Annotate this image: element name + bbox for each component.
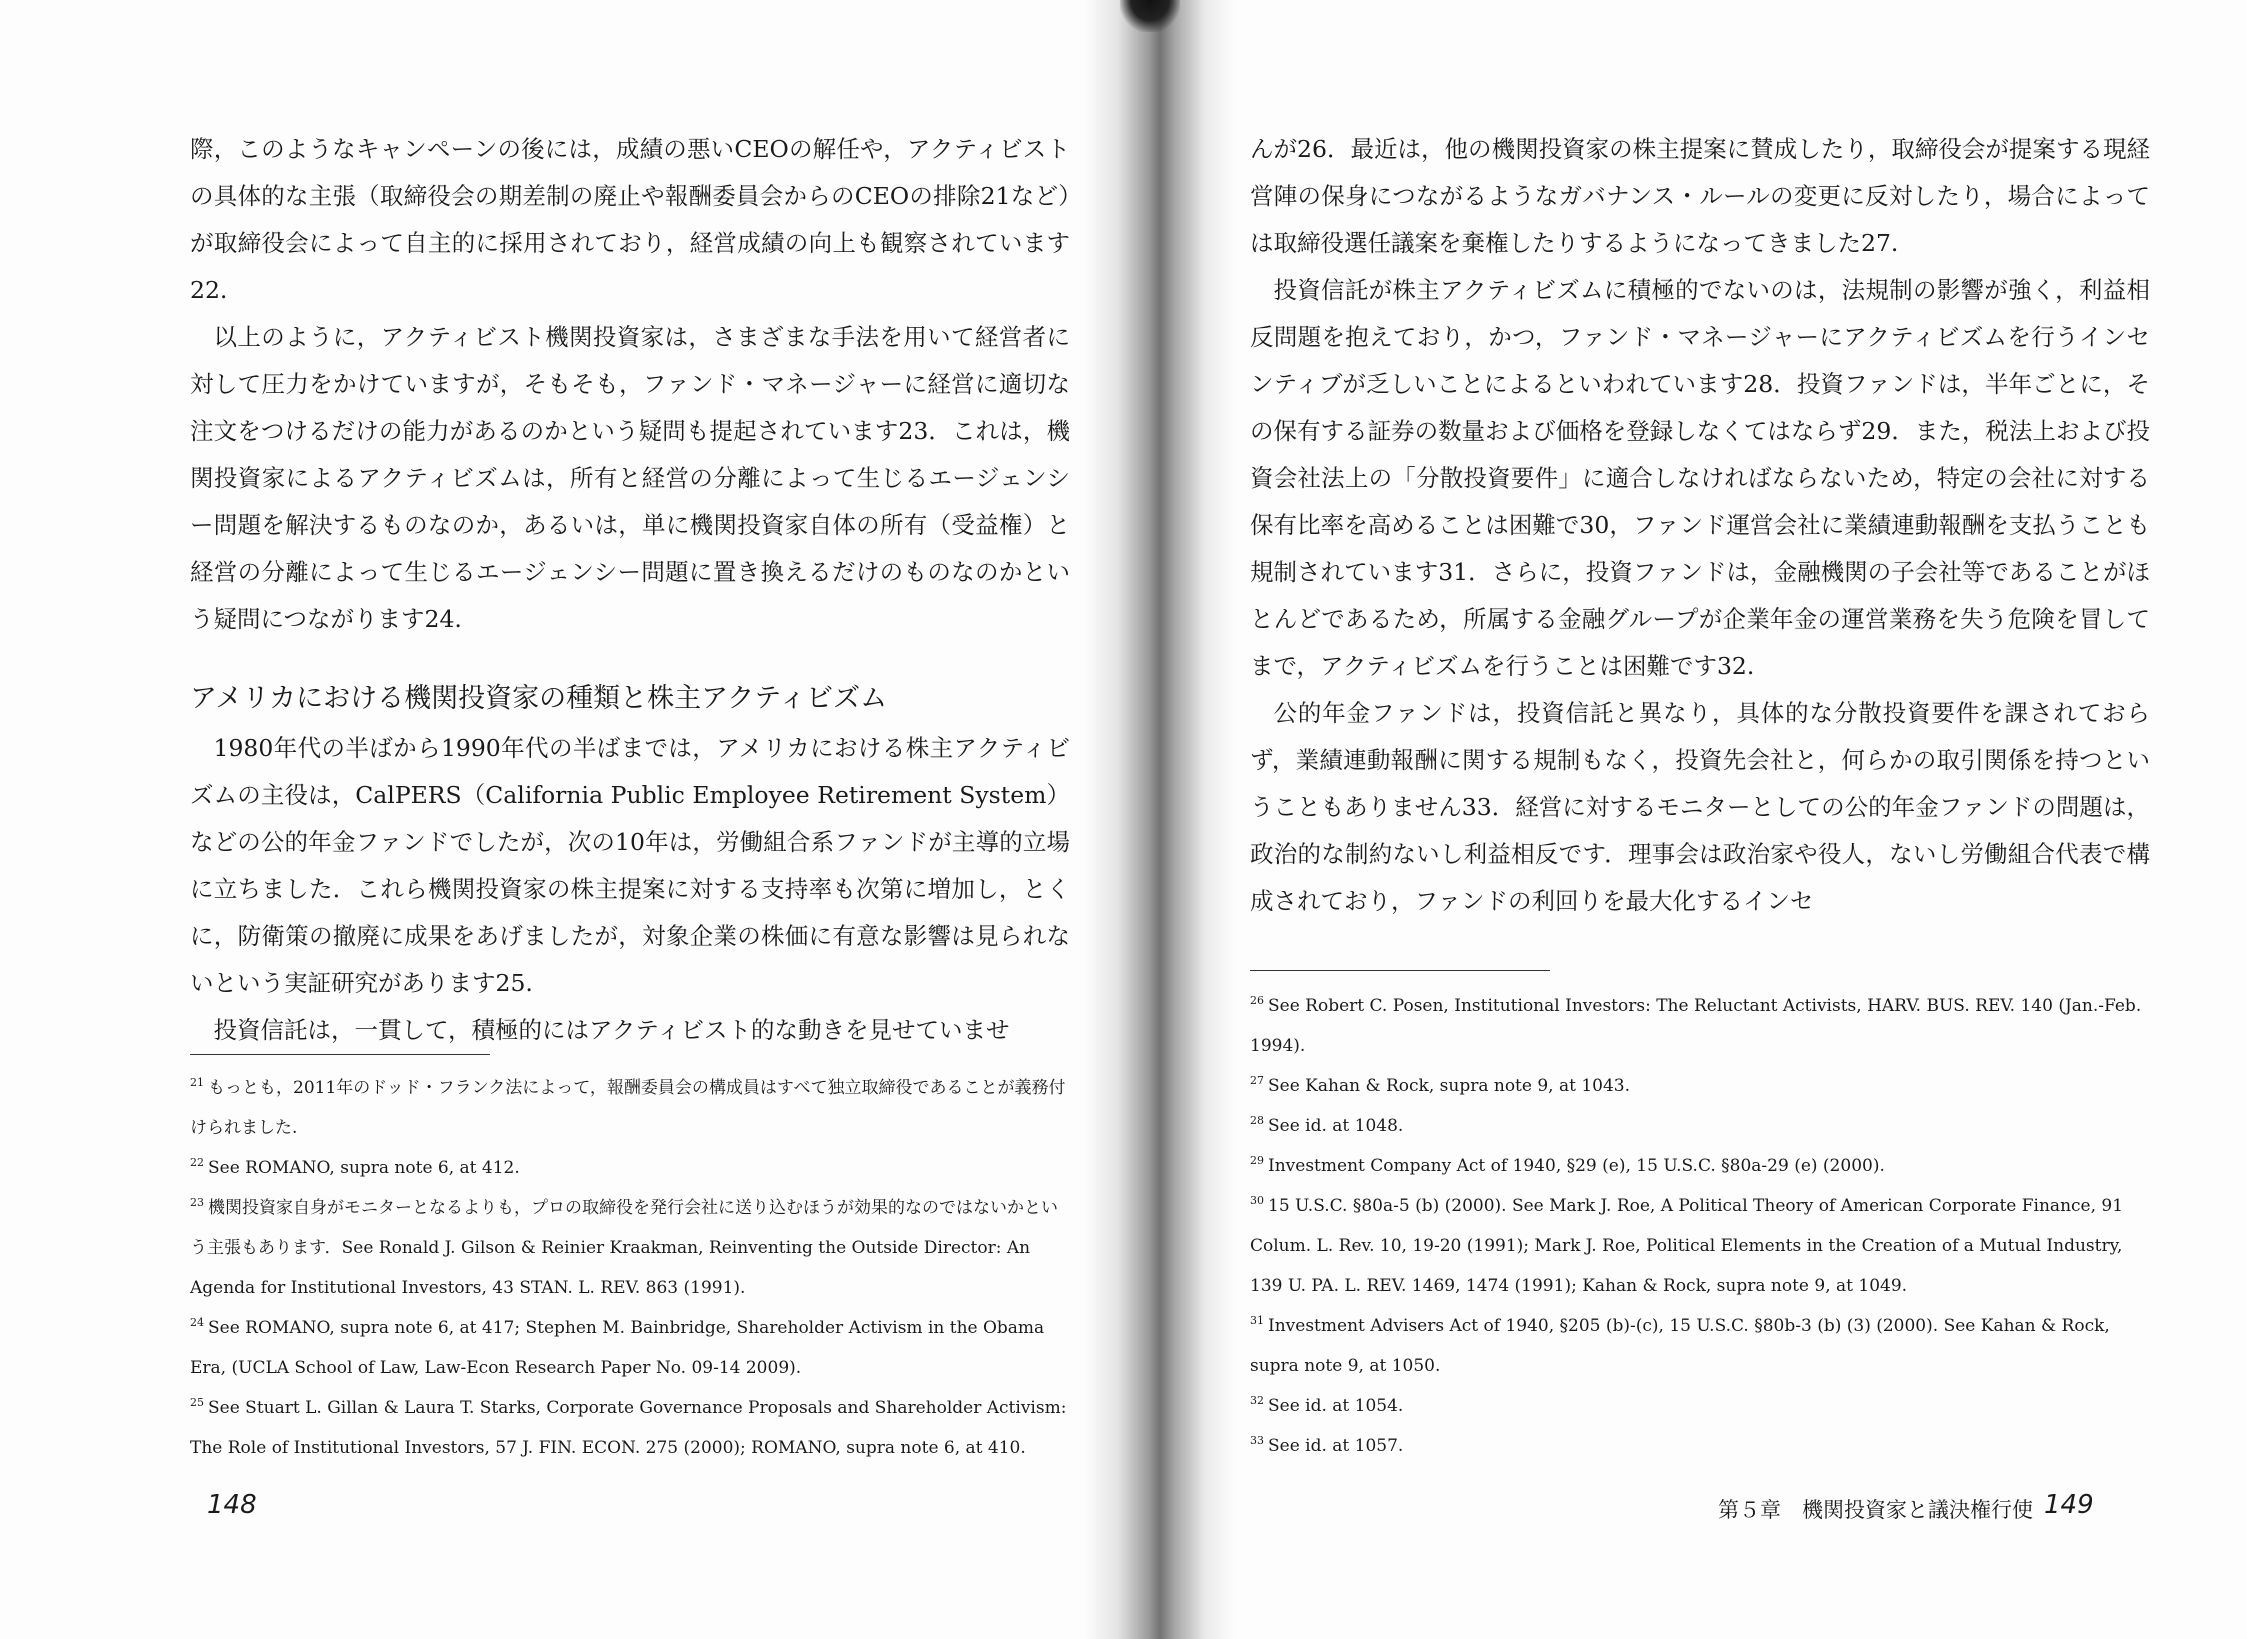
- footnote-text: 機関投資家自身がモニターとなるよりも，プロの取締役を発行会社に送り込むほうが効果的なのではないかという主張もあります．See Ronald J. Gilson & Reinier Kraakman, Reinventing the Outside Director: An Agenda for Institutional Investors, 43 STAN. L. REV. 863 (1991).: [190, 1198, 1058, 1298]
- footnote-text: See id. at 1048.: [1268, 1116, 1404, 1136]
- footnote-text: See ROMANO, supra note 6, at 412.: [208, 1158, 520, 1178]
- footnote-number: 33: [1250, 1434, 1264, 1448]
- footnote-number: 31: [1250, 1314, 1264, 1328]
- right-paragraph-2: 投資信託が株主アクティビズムに積極的でないのは，法規制の影響が強く，利益相反問題を抱えており，かつ，ファンド・マネージャーにアクティビズムを行うインセンティブが乏しいことによるといわれています28．投資ファンドは，半年ごとに，その保有する証券の数量および価格を登録しなくてはならず29．また，税法上および投資会社法上の「分散投資要件」に適合しなければならないため，特定の会社に対する保有比率を高めることは困難で30，ファンド運営会社に業績連動報酬を支払うことも規制されています31．さらに，投資ファンドは，金融機関の子会社等であることがほとんどであるため，所属する金融グループが企業年金の運営業務を失う危険を冒してまで，アクティビズムを行うことは困難です32.: [1250, 276, 2150, 680]
- footnote-number: 29: [1250, 1154, 1264, 1168]
- footnote-24: [190, 1308, 1070, 1388]
- right-footnotes: [1250, 986, 2150, 1466]
- footnote-text: See ROMANO, supra note 6, at 417; Stephen M. Bainbridge, Shareholder Activism in the Obama Era, (UCLA School of Law, Law-Econ Research Paper No. 09-14 2009).: [190, 1318, 1045, 1378]
- footnote-text: 15 U.S.C. §80a-5 (b) (2000). See Mark J. Roe, A Political Theory of American Corporate Finance, 91 Colum. L. Rev. 10, 19-20 (1991); Mark J. Roe, Political Elements in the Creation of a Mutual Industry, 139 U. PA. L. REV. 1469, 1474 (1991); Kahan & Rock, supra note 9, at 1049.: [1250, 1196, 2124, 1296]
- left-footnotes: [190, 1068, 1070, 1468]
- footnote-text: もっとも，2011年のドッド・フランク法によって，報酬委員会の構成員はすべて独立取締役であることが義務付けられました.: [190, 1078, 1066, 1138]
- footnote-number: 21: [190, 1076, 204, 1090]
- footnote-number: 30: [1250, 1194, 1264, 1208]
- right-body-text: [1250, 126, 2150, 925]
- footnote-25: [190, 1388, 1070, 1468]
- footnote-number: 25: [190, 1396, 204, 1410]
- footnote-number: 32: [1250, 1394, 1264, 1408]
- footnote-number: 23: [190, 1196, 204, 1210]
- left-paragraph-2: 以上のように，アクティビスト機関投資家は，さまざまな手法を用いて経営者に対して圧力をかけていますが，そもそも，ファンド・マネージャーに経営に適切な注文をつけるだけの能力があるのかという疑問も提起されています23．これは，機関投資家によるアクティビズムは，所有と経営の分離によって生じるエージェンシー問題を解決するものなのか，あるいは，単に機関投資家自体の所有（受益権）と経営の分離によって生じるエージェンシー問題に置き換えるだけのものなのかという疑問につながります24.: [190, 323, 1070, 633]
- footnote-text: See Robert C. Posen, Institutional Investors: The Reluctant Activists, HARV. BUS. REV. 140 (Jan.-Feb. 1994).: [1250, 996, 2142, 1056]
- footnote-27: [1250, 1066, 2150, 1106]
- left-body-text: [190, 126, 1070, 1054]
- footnote-number: 24: [190, 1316, 204, 1330]
- page-number-right: 149: [2044, 1490, 2094, 1520]
- footnote-33: [1250, 1426, 2150, 1466]
- section-heading: アメリカにおける機関投資家の種類と株主アクティビズム: [190, 683, 888, 714]
- right-paragraph-3: 公的年金ファンドは，投資信託と異なり，具体的な分散投資要件を課されておらず，業績連動報酬に関する規制もなく，投資先会社と，何らかの取引関係を持つということもありません33．経営に対するモニターとしての公的年金ファンドの問題は，政治的な制約ないし利益相反です．理事会は政治家や役人，ないし労働組合代表で構成されており，ファンドの利回りを最大化するインセ: [1250, 699, 2150, 915]
- footnote-text: Investment Company Act of 1940, §29 (e), 15 U.S.C. §80a-29 (e) (2000).: [1268, 1156, 1885, 1176]
- footnote-28: [1250, 1106, 2150, 1146]
- footnote-text: Investment Advisers Act of 1940, §205 (b)-(c), 15 U.S.C. §80b-3 (b) (3) (2000). See Kahan & Rock, supra note 9, at 1050.: [1250, 1316, 2110, 1376]
- footnote-text: See Kahan & Rock, supra note 9, at 1043.: [1268, 1076, 1631, 1096]
- right-paragraph-1: んが26．最近は，他の機関投資家の株主提案に賛成したり，取締役会が提案する現経営陣の保身につながるようなガバナンス・ルールの変更に反対したり，場合によっては取締役選任議案を棄権したりするようになってきました27.: [1250, 135, 2150, 257]
- left-footnote-rule: [190, 1054, 490, 1055]
- footnote-number: 22: [190, 1156, 204, 1170]
- left-paragraph-3: 1980年代の半ばから1990年代の半ばまでは，アメリカにおける株主アクティビズムの主役は，CalPERS（California Public Employee Retirement System）などの公的年金ファンドでしたが，次の10年は，労働組合系ファンドが主導的立場に立ちました．これら機関投資家の株主提案に対する支持率も次第に増加し，とくに，防衛策の撤廃に成果をあげましたが，対象企業の株価に有意な影響は見られないという実証研究があります25.: [190, 734, 1070, 997]
- footnote-number: 26: [1250, 994, 1264, 1008]
- running-head: 第５章 機関投資家と議決権行使: [1718, 1498, 2033, 1522]
- footnote-23: [190, 1188, 1070, 1308]
- right-footnote-rule: [1250, 970, 1550, 971]
- footnote-number: 27: [1250, 1074, 1264, 1088]
- footnote-number: 28: [1250, 1114, 1264, 1128]
- footnote-26: [1250, 986, 2150, 1066]
- page-number-left: 148: [207, 1490, 257, 1520]
- footnote-22: [190, 1148, 1070, 1188]
- left-paragraph-4: 投資信託は，一貫して，積極的にはアクティビスト的な動きを見せていませ: [213, 1016, 1010, 1044]
- footnote-text: See id. at 1057.: [1268, 1436, 1404, 1456]
- footnote-text: See id. at 1054.: [1268, 1396, 1404, 1416]
- right-page: [1140, 0, 2247, 1639]
- footnote-32: [1250, 1386, 2150, 1426]
- footnote-21: [190, 1068, 1070, 1148]
- footnote-text: See Stuart L. Gillan & Laura T. Starks, Corporate Governance Proposals and Shareholder Activism: The Role of Institutional Investors, 57 J. FIN. ECON. 275 (2000); ROMANO, supra note 6, at 410.: [190, 1398, 1067, 1458]
- footnote-31: [1250, 1306, 2150, 1386]
- left-paragraph-1: 際，このようなキャンペーンの後には，成績の悪いCEOの解任や，アクティビストの具体的な主張（取締役会の期差制の廃止や報酬委員会からのCEOの排除21など）が取締役会によって自主的に採用されており，経営成績の向上も観察されています22.: [190, 135, 1070, 304]
- footnote-29: [1250, 1146, 2150, 1186]
- footnote-30: [1250, 1186, 2150, 1306]
